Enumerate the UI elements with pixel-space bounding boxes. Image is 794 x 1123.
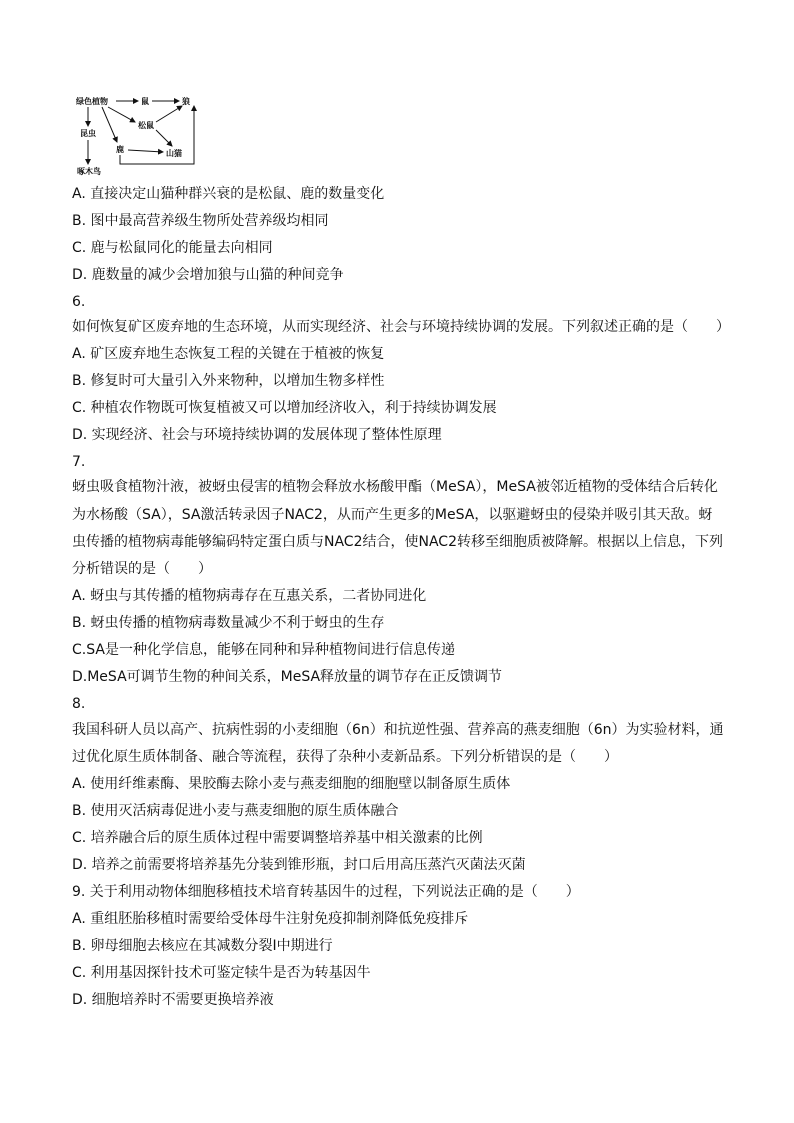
- q9-option-c: C. 利用基因探针技术可鉴定犊牛是否为转基因牛: [72, 965, 371, 981]
- q9-option-b: B. 卵母细胞去核应在其减数分裂Ⅰ中期进行: [72, 938, 333, 954]
- node-deer: 鹿: [116, 145, 124, 154]
- q5-option-a: A. 直接决定山猫种群兴衰的是松鼠、鹿的数量变化: [72, 186, 385, 202]
- node-insect: 昆虫: [80, 129, 96, 138]
- q5-option-c: C. 鹿与松鼠同化的能量去向相同: [72, 240, 273, 256]
- q9-stem: 9. 关于利用动物体细胞移植技术培育转基因牛的过程，下列说法正确的是（ ）: [72, 884, 580, 900]
- q7-stem-line: 虫传播的植物病毒能够编码特定蛋白质与NAC2结合，使NAC2转移至细胞质被降解。根据以上信息，下列: [72, 534, 723, 550]
- q7-stem-line: 分析错误的是（ ）: [72, 561, 212, 577]
- node-mouse: 鼠: [141, 97, 149, 106]
- q7-option-a: A. 蚜虫与其传播的植物病毒存在互惠关系，二者协同进化: [72, 588, 427, 604]
- q7-stem-line: 蚜虫吸食植物汁液，被蚜虫侵害的植物会释放水杨酸甲酯（MeSA），MeSA被邻近植物的受体结合后转化: [72, 479, 718, 495]
- node-wildcat: 山猫: [166, 149, 182, 158]
- node-woodpecker: 啄木鸟: [77, 167, 101, 176]
- node-squirrel: 松鼠: [138, 121, 154, 130]
- q5-option-d: D. 鹿数量的减少会增加狼与山猫的种间竞争: [72, 267, 344, 283]
- q7-number: 7.: [72, 454, 86, 470]
- food-web-diagram: [72, 92, 202, 178]
- q6-option-b: B. 修复时可大量引入外来物种，以增加生物多样性: [72, 373, 385, 389]
- q5-option-b: B. 图中最高营养级生物所处营养级均相同: [72, 213, 329, 229]
- q7-option-b: B. 蚜虫传播的植物病毒数量减少不利于蚜虫的生存: [72, 615, 385, 631]
- q8-stem-line: 过优化原生质体制备、融合等流程，获得了杂种小麦新品系。下列分析错误的是（ ）: [72, 749, 618, 765]
- q9-option-d: D. 细胞培养时不需要更换培养液: [72, 992, 274, 1008]
- q6-stem: 如何恢复矿区废弃地的生态环境，从而实现经济、社会与环境持续协调的发展。下列叙述正确的是（ ）: [72, 319, 730, 335]
- q7-option-d: D.MeSA可调节生物的种间关系，MeSA释放量的调节存在正反馈调节: [72, 669, 503, 685]
- node-wolf: 狼: [182, 97, 190, 106]
- q8-option-d: D. 培养之前需要将培养基先分装到锥形瓶，封口后用高压蒸汽灭菌法灭菌: [72, 857, 526, 873]
- q6-number: 6.: [72, 294, 86, 310]
- q6-option-a: A. 矿区废弃地生态恢复工程的关键在于植被的恢复: [72, 346, 385, 362]
- q8-option-b: B. 使用灭活病毒促进小麦与燕麦细胞的原生质体融合: [72, 803, 399, 819]
- q8-stem-line: 我国科研人员以高产、抗病性弱的小麦细胞（6n）和抗逆性强、营养高的燕麦细胞（6n）为实验材料，通: [72, 722, 724, 738]
- q7-option-c: C.SA是一种化学信息，能够在同种和异种植物间进行信息传递: [72, 642, 455, 658]
- node-green-plants: 绿色植物: [76, 97, 108, 106]
- q8-option-a: A. 使用纤维素酶、果胶酶去除小麦与燕麦细胞的细胞壁以制备原生质体: [72, 776, 511, 792]
- q9-option-a: A. 重组胚胎移植时需要给受体母牛注射免疫抑制剂降低免疫排斥: [72, 911, 469, 927]
- q6-option-c: C. 种植农作物既可恢复植被又可以增加经济收入，利于持续协调发展: [72, 400, 497, 416]
- q6-option-d: D. 实现经济、社会与环境持续协调的发展体现了整体性原理: [72, 427, 442, 443]
- q8-option-c: C. 培养融合后的原生质体过程中需要调整培养基中相关激素的比例: [72, 830, 483, 846]
- q8-number: 8.: [72, 696, 86, 712]
- q7-stem-line: 为水杨酸（SA），SA激活转录因子NAC2，从而产生更多的MeSA，以驱避蚜虫的侵染并吸引其天敌。蚜: [72, 507, 713, 523]
